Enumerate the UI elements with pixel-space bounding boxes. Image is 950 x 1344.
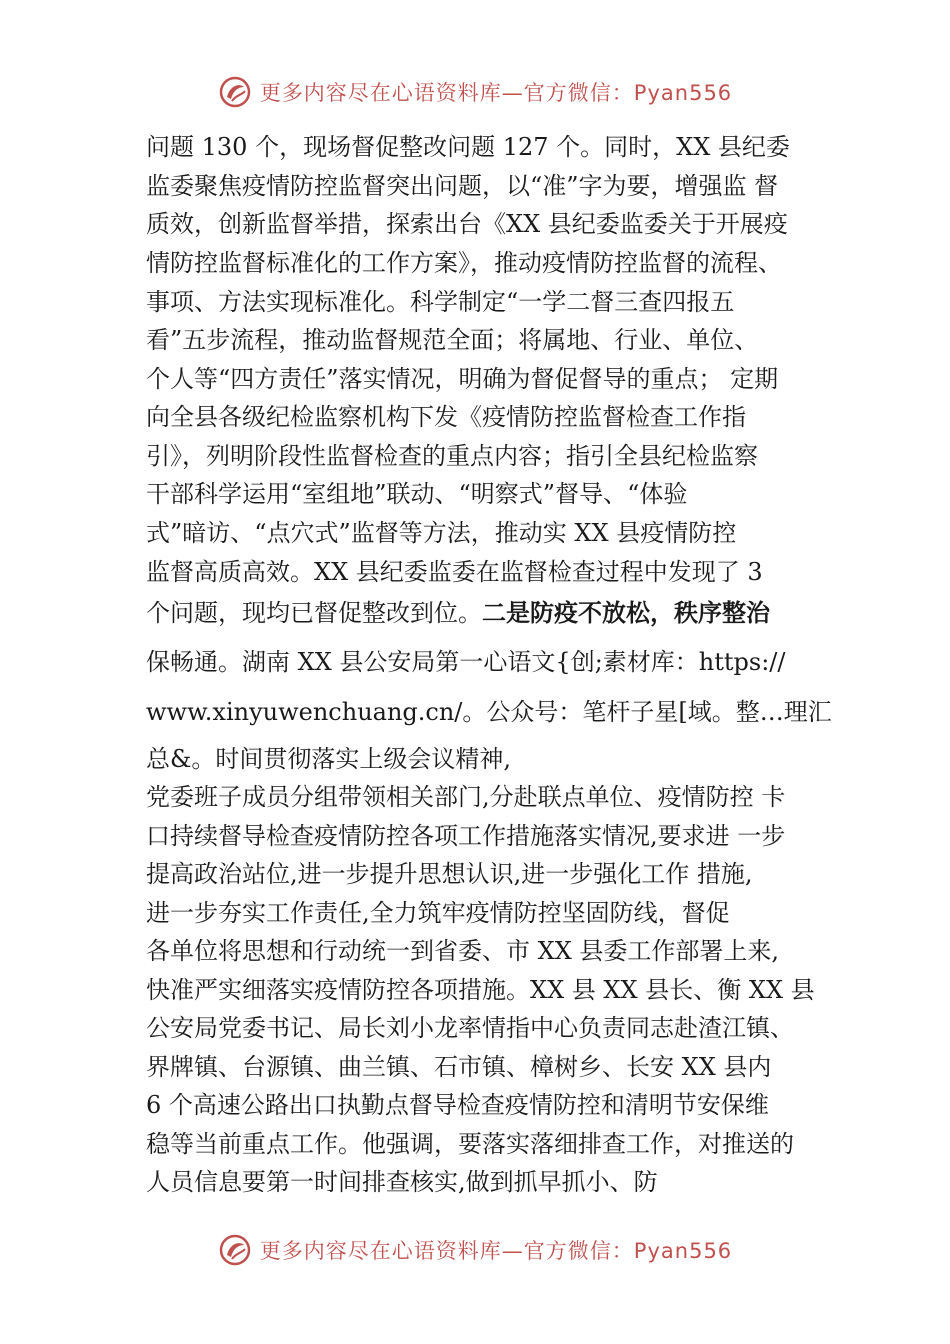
text-line: 公安局党委书记、局长刘小龙率情指中心负责同志赴渣江镇、 xyxy=(146,1014,794,1042)
circle-swirl-logo-icon xyxy=(218,75,252,109)
text-line: 党委班子成员分组带领相关部门,分赴联点单位、疫情防控 卡 xyxy=(146,783,786,811)
text-line: 监督高质高效。XX 县纪委监委在监督检查过程中发现了 3 xyxy=(146,558,763,586)
text-line: 个人等“四方责任”落实情况，明确为督促督导的重点； 定期 xyxy=(146,365,779,393)
text-line: 总&。时间贯彻落实上级会议精神, xyxy=(146,745,511,773)
text-line: 人员信息要第一时间排查核实,做到抓早抓小、防 xyxy=(146,1168,658,1196)
text-line: 6 个高速公路出口执勤点督导检查疫情防控和清明节安保维 xyxy=(146,1091,769,1119)
text-span: 个问题，现均已督促整改到位。 xyxy=(146,599,482,627)
text-line: 看”五步流程，推动监督规范全面；将属地、行业、单位、 xyxy=(146,326,759,354)
text-line: 各单位将思想和行动统一到省委、市 XX 县委工作部署上来, xyxy=(146,937,780,965)
text-line: 界牌镇、台源镇、曲兰镇、石市镇、樟树乡、长安 XX 县内 xyxy=(146,1053,772,1081)
footer-watermark-banner xyxy=(0,1230,950,1270)
text-line: 保畅通。湖南 XX 县公安局第一心语文{创;素材库：https:// xyxy=(146,648,786,676)
header-watermark-banner xyxy=(0,72,950,112)
text-line: 向全县各级纪检监察机构下发《疫情防控监督检查工作指 xyxy=(146,403,746,431)
bold-heading: 二是防疫不放松，秩序整治 xyxy=(482,599,770,627)
text-line: 口持续督导检查疫情防控各项工作措施落实情况,要求进 一步 xyxy=(146,822,786,850)
text-line: 质效，创新监督举措，探索出台《XX 县纪委监委关于开展疫 xyxy=(146,210,788,238)
circle-swirl-logo-icon xyxy=(218,1233,252,1267)
text-line: 稳等当前重点工作。他强调，要落实落细排查工作，对推送的 xyxy=(146,1130,794,1158)
banner-text: 更多内容尽在心语资料库—官方微信：Pyan556 xyxy=(259,81,733,105)
text-line: 提高政治站位,进一步提升思想认识,进一步强化工作 措施, xyxy=(146,860,753,888)
text-line: 引》，列明阶段性监督检查的重点内容；指引全县纪检监察 xyxy=(146,442,758,470)
text-line: www.xinyuwenchuang.cn/。公众号：笔杆子星[域。整…理汇 xyxy=(146,698,832,726)
text-line: 快准严实细落实疫情防控各项措施。XX 县 XX 县长、衡 XX 县 xyxy=(146,976,815,1004)
banner-text: 更多内容尽在心语资料库—官方微信：Pyan556 xyxy=(259,1239,733,1263)
text-line: 进一步夯实工作责任,全力筑牢疫情防控坚固防线，督促 xyxy=(146,899,730,927)
text-line: 问题 130 个，现场督促整改问题 127 个。同时，XX 县纪委 xyxy=(146,133,790,161)
text-line: 监委聚焦疫情防控监督突出问题，以“准”字为要，增强监 督 xyxy=(146,172,779,200)
text-line: 式”暗访、“点穴式”监督等方法，推动实 XX 县疫情防控 xyxy=(146,519,737,547)
text-line: 情防控监督标准化的工作方案》，推动疫情防控监督的流程、 xyxy=(146,249,782,277)
text-line: 干部科学运用“室组地”联动、“明察式”督导、“体验 xyxy=(146,480,688,508)
text-line: 事项、方法实现标准化。科学制定“一学二督三查四报五 xyxy=(146,288,735,316)
text-line-with-bold-heading xyxy=(146,598,770,628)
